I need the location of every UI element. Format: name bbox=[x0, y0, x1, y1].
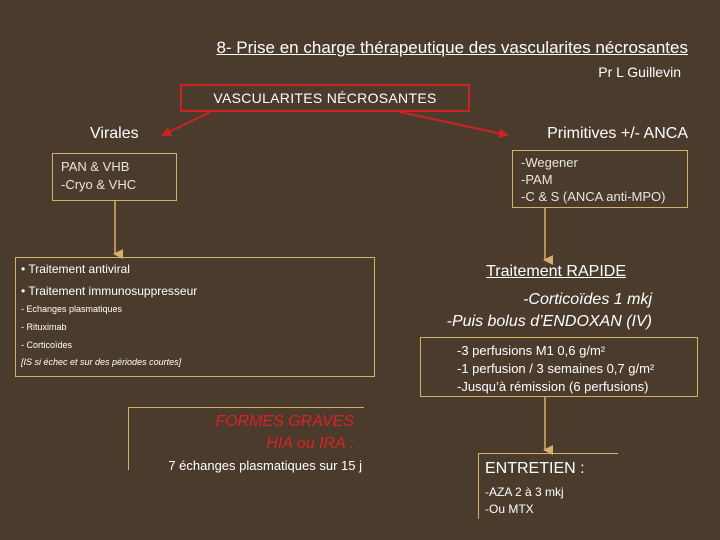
entretien-title: ENTRETIEN : bbox=[485, 460, 585, 477]
corticoides-mkj-line: -Corticoïdes 1 mkj bbox=[523, 291, 652, 308]
author-label: Pr L Guillevin bbox=[598, 64, 681, 80]
perfusion-item: -3 perfusions M1 0,6 g/m² bbox=[457, 343, 606, 358]
traitement-rapide-title: Traitement RAPIDE bbox=[486, 263, 626, 280]
entretien-box bbox=[478, 453, 618, 519]
echanges-line: - Echanges plasmatiques bbox=[21, 304, 123, 314]
virales-item: -Cryo & VHC bbox=[61, 177, 137, 192]
main-node-box bbox=[180, 84, 470, 112]
aza-line: -AZA 2 à 3 mkj bbox=[485, 485, 564, 499]
page-title: 8- Prise en charge thérapeutique des vascularites nécrosantes bbox=[216, 38, 688, 57]
rituximab-line: - Rituximab bbox=[21, 322, 67, 332]
mtx-line: -Ou MTX bbox=[485, 502, 534, 516]
perfusion-item: -1 perfusion / 3 semaines 0,7 g/m² bbox=[457, 361, 655, 376]
endoxan-line: -Puis bolus d’ENDOXAN (IV) bbox=[446, 313, 652, 330]
corticoides-line: - Corticoïdes bbox=[21, 340, 73, 350]
primitives-label: Primitives +/- ANCA bbox=[547, 125, 688, 142]
hia-ira-line: HIA ou IRA : bbox=[266, 435, 354, 452]
antiviral-line: • Traitement antiviral bbox=[21, 262, 130, 276]
is-note: [IS si échec et sur des périodes courtes] bbox=[21, 357, 182, 367]
formes-graves-title: FORMES GRAVES bbox=[215, 413, 354, 430]
primitives-item: -C & S (ANCA anti-MPO) bbox=[521, 189, 666, 204]
virales-item: PAN & VHB bbox=[61, 159, 130, 174]
primitives-box bbox=[512, 150, 688, 208]
primitives-item: -Wegener bbox=[521, 155, 578, 170]
immunosuppresseur-line: • Traitement immunosuppresseur bbox=[21, 284, 198, 298]
virales-box bbox=[52, 153, 177, 201]
primitives-item: -PAM bbox=[521, 172, 553, 187]
main-node-label: VASCULARITES NÉCROSANTES bbox=[213, 90, 437, 106]
virales-label: Virales bbox=[90, 125, 139, 142]
perfusions-box bbox=[420, 337, 698, 397]
formes-graves-box bbox=[128, 407, 364, 473]
perfusion-item: -Jusqu’à rémission (6 perfusions) bbox=[457, 379, 649, 394]
echanges-plasmatiques-line: 7 échanges plasmatiques sur 15 j bbox=[168, 458, 362, 473]
